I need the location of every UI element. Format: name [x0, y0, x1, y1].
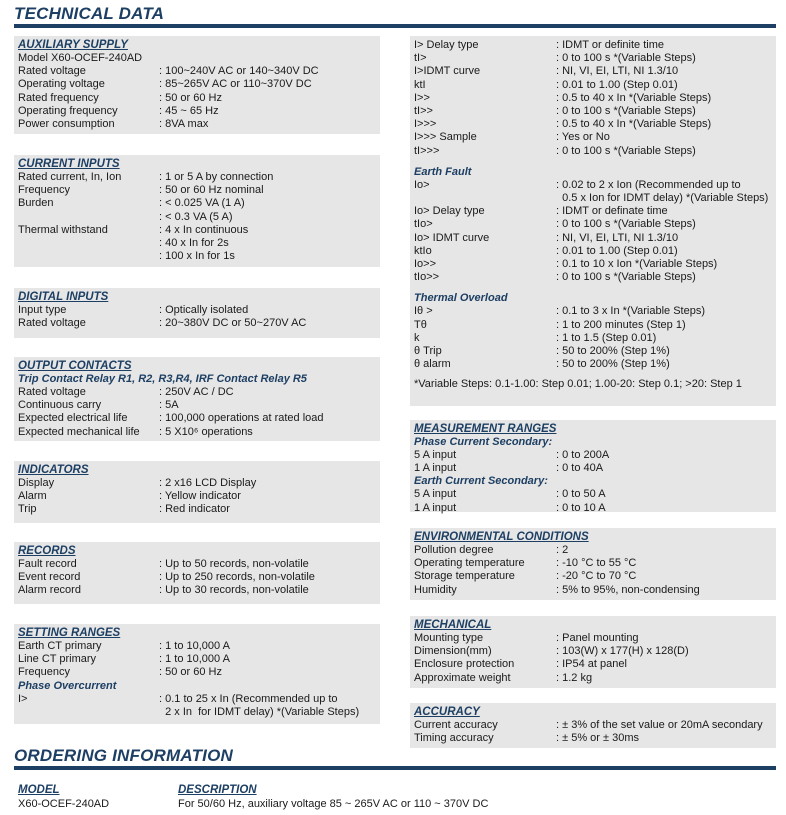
spec-row [414, 145, 776, 158]
spec-row [18, 105, 380, 118]
spec-row [18, 490, 380, 503]
spec-row [414, 672, 776, 685]
spec-row [414, 105, 776, 118]
section-heading: ACCURACY [414, 706, 480, 718]
spec-label: θ alarm [414, 358, 451, 371]
spec-label: ktIo [414, 244, 432, 257]
spec-row [414, 645, 776, 658]
spec-value: 0.5 x Ion for IDMT delay) *(Variable Steps) [556, 192, 769, 205]
spec-label: Storage temperature [414, 570, 515, 583]
spec-row [18, 224, 380, 237]
spec-label [414, 192, 556, 205]
spec-row [414, 92, 776, 105]
spec-list [414, 544, 776, 597]
spec-label: Frequency [18, 184, 70, 197]
spec-label: Io> IDMT curve [414, 231, 490, 244]
spec-label: Humidity [414, 583, 457, 596]
section-subheading: Trip Contact Relay R1, R2, R3,R4, IRF Contact Relay R5 [18, 373, 307, 385]
spec-row [18, 399, 380, 412]
spec-row [18, 426, 380, 439]
spec-row [414, 218, 776, 231]
spec-label: Io>> [414, 258, 437, 271]
spec-label: Timing accuracy [414, 732, 494, 745]
spec-row [18, 304, 380, 317]
page-title: TECHNICAL DATA [14, 4, 165, 23]
spec-label: I>>> [414, 118, 437, 131]
spec-label: Line CT primary [18, 653, 97, 666]
spec-row [414, 232, 776, 245]
spec-label: Alarm record [18, 584, 81, 597]
ordering-rule [14, 766, 776, 770]
spec-value: : Up to 250 records, non-volatile [159, 571, 315, 584]
spec-value: : 1 to 10,000 A [159, 653, 230, 666]
spec-value: : Up to 50 records, non-volatile [159, 558, 309, 570]
spec-value: : 5% to 95%, non-condensing [556, 583, 700, 596]
spec-list [414, 305, 776, 371]
output-contacts-panel [14, 357, 380, 441]
spec-row [414, 39, 776, 52]
section-heading: INDICATORS [18, 464, 89, 476]
spec-label: Approximate weight [414, 671, 511, 684]
spec-list [414, 632, 776, 685]
model-text: Model X60-OCEF-240AD [18, 52, 143, 64]
spec-label: ktI [414, 78, 426, 91]
spec-value: : 50 or 60 Hz [159, 666, 222, 679]
variable-steps-note: *Variable Steps: 0.1-1.00: Step 0.01; 1.00-20: Step 0.1; >20: Step 1 [414, 378, 742, 391]
spec-row [18, 78, 380, 91]
spec-label: Thermal withstand [18, 223, 108, 236]
spec-value: : 0.1 to 3 x In *(Variable Steps) [556, 305, 705, 318]
spec-row [414, 258, 776, 271]
spec-value: : 0 to 100 s *(Variable Steps) [556, 218, 696, 231]
spec-value: : < 0.3 VA (5 A) [159, 210, 233, 223]
spec-row [18, 184, 380, 197]
spec-value: 2 x In for IDMT delay) *(Variable Steps) [159, 705, 360, 718]
spec-row [414, 632, 776, 645]
spec-row [414, 192, 776, 205]
spec-list [18, 304, 380, 330]
spec-label: Trip [18, 503, 37, 516]
spec-label: Operating temperature [414, 557, 525, 570]
section-heading: DIGITAL INPUTS [18, 291, 109, 303]
spec-row [414, 245, 776, 258]
spec-value: : 0 to 40A [556, 462, 604, 475]
spec-label: k [414, 331, 420, 344]
spec-label: I>>> Sample [414, 131, 477, 144]
spec-row [18, 118, 380, 131]
spec-row [18, 386, 380, 399]
spec-value: : 0 to 100 s *(Variable Steps) [556, 271, 696, 284]
spec-value: : 0.01 to 1.00 (Step 0.01) [556, 244, 678, 257]
section-subheading: Earth Fault [414, 165, 472, 178]
spec-label [18, 706, 159, 719]
description-column-header: DESCRIPTION [178, 784, 257, 796]
environmental-conditions-panel [410, 528, 776, 600]
spec-value: : Up to 30 records, non-volatile [159, 584, 309, 597]
section-heading: OUTPUT CONTACTS [18, 360, 132, 372]
spec-row [18, 584, 380, 597]
spec-value: : 1 or 5 A by connection [159, 171, 274, 183]
spec-row [18, 237, 380, 250]
spec-list [18, 386, 380, 439]
spec-value: : 5A [159, 399, 179, 412]
ordering-description-value: For 50/60 Hz, auxiliary voltage 85 ~ 265V AC or 110 ~ 370V DC [178, 798, 489, 810]
spec-label: 5 A input [414, 449, 457, 461]
auxiliary-supply-panel [14, 36, 380, 134]
spec-value: : 0.01 to 1.00 (Step 0.01) [556, 78, 678, 91]
spec-label: Input type [18, 304, 67, 316]
spec-label: 5 A input [414, 488, 457, 501]
setting-ranges-panel [14, 624, 380, 724]
spec-list [18, 65, 380, 131]
spec-label: Operating voltage [18, 78, 105, 91]
spec-value: : ± 5% or ± 30ms [556, 732, 639, 745]
spec-row [18, 653, 380, 666]
spec-row [18, 171, 380, 184]
indicators-panel [14, 461, 380, 523]
spec-list [414, 179, 776, 285]
spec-value: : 50 or 60 Hz nominal [159, 184, 264, 197]
model-column-header: MODEL [18, 784, 60, 796]
spec-row [414, 118, 776, 131]
spec-row [18, 52, 380, 65]
spec-value: : 100 x In for 1s [159, 250, 235, 263]
spec-label: Earth CT primary [18, 640, 102, 652]
spec-row [414, 358, 776, 371]
spec-row [414, 719, 776, 732]
section-heading: RECORDS [18, 545, 76, 557]
spec-row [18, 693, 380, 706]
spec-row [414, 557, 776, 570]
spec-row [18, 65, 380, 78]
spec-row [18, 706, 380, 719]
spec-value: : 5 X10⁶ operations [159, 425, 253, 438]
spec-value: : -10 °C to 55 °C [556, 557, 637, 570]
spec-row [18, 250, 380, 263]
spec-value: : 1.2 kg [556, 671, 593, 684]
current-inputs-panel [14, 155, 380, 267]
spec-row [18, 477, 380, 490]
spec-label: Dimension(mm) [414, 645, 492, 658]
section-heading: AUXILIARY SUPPLY [18, 39, 128, 51]
spec-row [414, 131, 776, 144]
spec-list [414, 39, 776, 158]
section-subheading: Phase Overcurrent [18, 679, 117, 692]
spec-label: Burden [18, 197, 54, 210]
spec-list [414, 719, 776, 745]
spec-row [414, 544, 776, 557]
spec-label: Continuous carry [18, 399, 102, 412]
spec-row [414, 732, 776, 745]
spec-row [414, 271, 776, 284]
spec-value: : -20 °C to 70 °C [556, 570, 637, 583]
spec-row [18, 571, 380, 584]
spec-value: : 0 to 100 s *(Variable Steps) [556, 144, 696, 157]
spec-row [414, 502, 776, 515]
section-heading: SETTING RANGES [18, 627, 121, 639]
ordering-model-value: X60-OCEF-240AD [18, 798, 110, 810]
spec-label: Enclosure protection [414, 658, 515, 671]
spec-value: : ± 3% of the set value or 20mA secondary [556, 719, 763, 731]
spec-row [18, 197, 380, 210]
spec-label: Expected electrical life [18, 412, 128, 425]
spec-value: : 1 to 1.5 (Step 0.01) [556, 331, 657, 344]
spec-row [18, 92, 380, 105]
spec-row [414, 79, 776, 92]
protection-settings-panel [410, 36, 776, 406]
spec-value: : 50 to 200% (Step 1%) [556, 358, 670, 371]
section-heading: MEASUREMENT RANGES [414, 423, 557, 435]
spec-label: Rated frequency [18, 91, 99, 104]
measurement-ranges-panel [410, 420, 776, 512]
spec-row [414, 332, 776, 345]
spec-value: : NI, VI, EI, LTI, NI 1.3/10 [556, 231, 679, 244]
spec-row [18, 640, 380, 653]
spec-row [414, 305, 776, 318]
spec-value: : Yes or No [556, 131, 610, 144]
spec-row [18, 412, 380, 425]
spec-value: : 8VA max [159, 118, 209, 131]
spec-value: : 0 to 100 s *(Variable Steps) [556, 105, 696, 118]
spec-list [18, 693, 380, 719]
spec-value: : < 0.025 VA (1 A) [159, 197, 245, 210]
spec-label [18, 237, 159, 250]
mechanical-panel [410, 616, 776, 688]
spec-label: Power consumption [18, 118, 115, 131]
spec-label: Tθ [414, 318, 427, 331]
spec-value: : 40 x In for 2s [159, 237, 229, 250]
spec-value: : 50 or 60 Hz [159, 91, 222, 104]
spec-value: : 0.1 to 25 x In (Recommended up to [159, 692, 338, 705]
spec-value: : Panel mounting [556, 632, 639, 644]
spec-list [18, 171, 380, 263]
section-heading: MECHANICAL [414, 619, 492, 631]
spec-row [414, 462, 776, 475]
section-subheading: Earth Current Secondary: [414, 475, 548, 488]
spec-label: 1 A input [414, 462, 457, 475]
spec-label: Io> [414, 178, 430, 191]
spec-label: Io> Delay type [414, 205, 485, 218]
spec-row [18, 503, 380, 516]
spec-label: tI>>> [414, 144, 440, 157]
spec-value: : Red indicator [159, 503, 230, 516]
spec-value: : 100,000 operations at rated load [159, 412, 324, 425]
spec-label: Operating frequency [18, 104, 118, 117]
spec-label: Expected mechanical life [18, 425, 140, 438]
spec-label: 1 A input [414, 501, 457, 514]
spec-value: : 0 to 200A [556, 449, 610, 461]
title-rule [14, 24, 776, 28]
section-subheading: Thermal Overload [414, 292, 508, 305]
spec-row [414, 658, 776, 671]
spec-value: : 1 to 10,000 A [159, 640, 230, 652]
spec-label: Rated voltage [18, 317, 86, 330]
spec-label [18, 250, 159, 263]
spec-label: I> [18, 692, 28, 705]
records-panel [14, 542, 380, 604]
spec-value: : 0.5 to 40 x In *(Variable Steps) [556, 91, 712, 104]
spec-value: : 103(W) x 177(H) x 128(D) [556, 645, 689, 658]
spec-label: Fault record [18, 558, 77, 570]
spec-value: : 0 to 10 A [556, 501, 606, 514]
spec-label: Rated voltage [18, 65, 86, 78]
spec-row [414, 52, 776, 65]
spec-value: : IDMT or definate time [556, 205, 668, 218]
accuracy-panel [410, 703, 776, 748]
spec-value: : 85~265V AC or 110~370V DC [159, 78, 312, 91]
spec-row [18, 317, 380, 330]
spec-row [18, 211, 380, 224]
spec-value: : 0.1 to 10 x Ion *(Variable Steps) [556, 258, 718, 271]
spec-label: tIo> [414, 218, 433, 231]
spec-label: tIo>> [414, 271, 440, 284]
spec-label: Current accuracy [414, 719, 498, 731]
spec-label: θ Trip [414, 345, 442, 358]
spec-value: : IDMT or definite time [556, 39, 664, 51]
spec-value: : 20~380V DC or 50~270V AC [159, 317, 307, 330]
spec-value: : NI, VI, EI, LTI, NI 1.3/10 [556, 65, 679, 78]
spec-row [414, 488, 776, 501]
spec-list [18, 640, 380, 680]
spec-row [18, 666, 380, 679]
spec-value: : 0.5 to 40 x In *(Variable Steps) [556, 118, 712, 131]
spec-row [414, 179, 776, 192]
spec-value: : Yellow indicator [159, 490, 241, 503]
spec-label: I>> [414, 91, 430, 104]
ordering-title: ORDERING INFORMATION [14, 746, 234, 765]
spec-label: Pollution degree [414, 544, 494, 556]
spec-label: I>IDMT curve [414, 65, 481, 78]
spec-label: tI> [414, 52, 427, 65]
spec-label: Alarm [18, 490, 47, 503]
spec-value: : 0 to 100 s *(Variable Steps) [556, 52, 696, 65]
section-heading: ENVIRONMENTAL CONDITIONS [414, 531, 589, 543]
spec-value: : 0 to 50 A [556, 488, 606, 501]
spec-list [414, 449, 776, 475]
spec-value: : 50 to 200% (Step 1%) [556, 345, 670, 358]
spec-value: : 45 ~ 65 Hz [159, 104, 219, 117]
spec-value: : 2 x16 LCD Display [159, 477, 257, 489]
spec-value: : Optically isolated [159, 304, 249, 316]
spec-label [18, 211, 159, 224]
spec-label: tI>> [414, 105, 433, 118]
spec-value: : 100~240V AC or 140~340V DC [159, 65, 319, 78]
spec-value: : IP54 at panel [556, 658, 627, 671]
spec-value: : 0.02 to 2 x Ion (Recommended up to [556, 178, 741, 191]
spec-row [18, 558, 380, 571]
digital-inputs-panel [14, 288, 380, 338]
spec-row [414, 345, 776, 358]
spec-list [18, 558, 380, 598]
spec-row [414, 65, 776, 78]
spec-label: Display [18, 477, 55, 489]
spec-label: Rated voltage [18, 386, 86, 398]
spec-row [414, 584, 776, 597]
spec-value: : 4 x In continuous [159, 223, 249, 236]
spec-label: Iθ > [414, 305, 433, 318]
section-subheading: Phase Current Secondary: [414, 436, 553, 448]
spec-label: Frequency [18, 666, 70, 679]
spec-label: Event record [18, 571, 81, 584]
section-heading: CURRENT INPUTS [18, 158, 120, 170]
spec-value: : 2 [556, 544, 569, 556]
spec-list [18, 477, 380, 517]
spec-label: Rated current, In, Ion [18, 171, 122, 183]
spec-value: : 1 to 200 minutes (Step 1) [556, 318, 686, 331]
spec-row [414, 319, 776, 332]
spec-list [414, 488, 776, 514]
spec-label: I> Delay type [414, 39, 479, 51]
spec-row [414, 205, 776, 218]
spec-label: Mounting type [414, 632, 484, 644]
spec-value: : 250V AC / DC [159, 386, 234, 398]
spec-row [414, 449, 776, 462]
spec-row [414, 570, 776, 583]
